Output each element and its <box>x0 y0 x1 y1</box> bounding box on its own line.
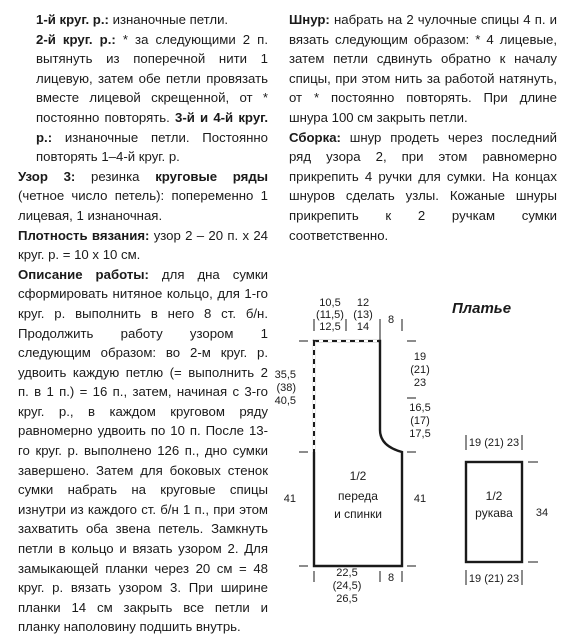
right-dim-mid-2: (17) <box>410 415 430 427</box>
text-cord: набрать на 2 чулочные спицы 4 п. и вязать следующим образом: * 4 лицевые, затем петли сдвинуть обратно к началу спицы, при этом нить за работой натянуть, от * постоянно повторять. При длине шнура 100 см закрыть петли. <box>289 12 557 125</box>
top-dim-b-3: 14 <box>356 321 370 333</box>
top-dim-a-2: (11,5) <box>316 309 344 321</box>
top-dim-c: 8 <box>387 314 395 326</box>
sleeve-top-dim: 19 (21) 23 <box>468 437 520 449</box>
front-back-piece-outline <box>314 341 402 566</box>
top-dim-b-2: (13) <box>353 309 373 321</box>
bottom-dim-a-2: (24,5) <box>332 580 362 592</box>
heading-assembly: Сборка: <box>289 129 341 145</box>
right-dim-hi-1: 19 <box>413 351 427 363</box>
text-pattern-3-a: резинка <box>75 168 156 184</box>
left-dim-hi-1: 35,5 <box>274 369 296 381</box>
bottom-dim-b: 8 <box>387 572 395 584</box>
bottom-dim-a-1: 22,5 <box>336 567 358 579</box>
right-dim-mid-3: 17,5 <box>409 428 431 440</box>
right-dim-hi-2: (21) <box>410 364 430 376</box>
bottom-dim-a-3: 26,5 <box>336 593 358 605</box>
sleeve-label-line-1: 1/2 <box>485 489 503 503</box>
sleeve-bottom-dim: 19 (21) 23 <box>468 573 520 585</box>
left-dim-hi-3: 40,5 <box>274 395 296 407</box>
right-dim-hi-3: 23 <box>413 377 427 389</box>
sleeve-label-line-2: рукава <box>475 506 513 520</box>
heading-gauge: Плотность вязания: <box>18 227 150 243</box>
front-label-line-3: и спинки <box>334 507 382 521</box>
left-dim-hi-2: (38) <box>276 382 296 394</box>
front-label-line-2: переда <box>338 489 378 503</box>
heading-round-2: 2-й круг. р.: <box>36 31 116 47</box>
top-dim-b-1: 12 <box>356 297 370 309</box>
heading-pattern-3: Узор 3: <box>18 168 76 184</box>
sleeve-side-dim: 34 <box>535 507 549 519</box>
top-dim-a-1: 10,5 <box>319 297 341 309</box>
heading-cord: Шнур: <box>289 12 330 27</box>
text-round-3-4: изнаночные петли. Постоянно повторять 1–4-й круг. р. <box>36 129 268 165</box>
front-label-line-1: 1/2 <box>349 469 367 483</box>
right-dim-mid-1: 16,5 <box>409 402 431 414</box>
text-pattern-3-b: (четное число петель): попеременно 1 лицевая, 1 изнаночная. <box>18 188 268 223</box>
text-round-1: изнаночные петли. <box>108 12 229 27</box>
left-dim-lo: 41 <box>283 493 296 505</box>
text-instructions: для дна сумки сформировать нитяное кольцо, для 1-го круг. р. выполнить в него 8 ст. б/н. Продолжить работу узором 1 следующим образом: во 2-м круг. р. удвоить каждую петлю (= выполнить 2 п. в 1 п.) = 16 п., затем, начиная с 3-го круг. р., в каждом круговом ряду равномерно удвоить по 10 п. После 13-го круг. р. выполнено 126 п., дно сумки завершено. Затем для боковых стенок сумки набрать на круговые спицы изнутри из каждого ст. б/н 1 п., при этом захватить оба звена петель. Замкнуть петли в кольцо и вязать узором 2. Для замыкающей планки через 20 см = 48 круг. р. вязать узором 3. При ширине планки 14 см закрыть все петли и планку наполовину подшить внутрь. <box>18 266 268 635</box>
diagram-title: Платье <box>452 300 512 317</box>
top-dim-a-3: 12,5 <box>319 321 341 333</box>
heading-circular-rows: круговые ряды <box>155 168 268 184</box>
heading-instructions: Описание работы: <box>18 266 149 282</box>
text-gauge: узор 2 – 20 п. х 24 круг. р. = 10 х 10 см. <box>18 227 268 263</box>
text-assembly: шнур продеть через последний ряд узора 2, при этом равномерно прикрепить 4 ручки для сумки. На концах шнуров сделать узлы. Кожаные шнуры прикрепить к 2 ручкам сумки соответственно. <box>289 129 557 243</box>
heading-round-3-4: 3-й и 4-й круг. р.: <box>36 109 268 145</box>
heading-round-1: 1-й круг. р.: <box>36 12 109 27</box>
right-dim-lo: 41 <box>413 493 427 505</box>
text-round-2: * за следующими 2 п. вытянуть из поперечной нити 1 лицевую, затем обе петли провязать вместе лицевой скрещенной, от * постоянно повторять. <box>36 31 268 125</box>
